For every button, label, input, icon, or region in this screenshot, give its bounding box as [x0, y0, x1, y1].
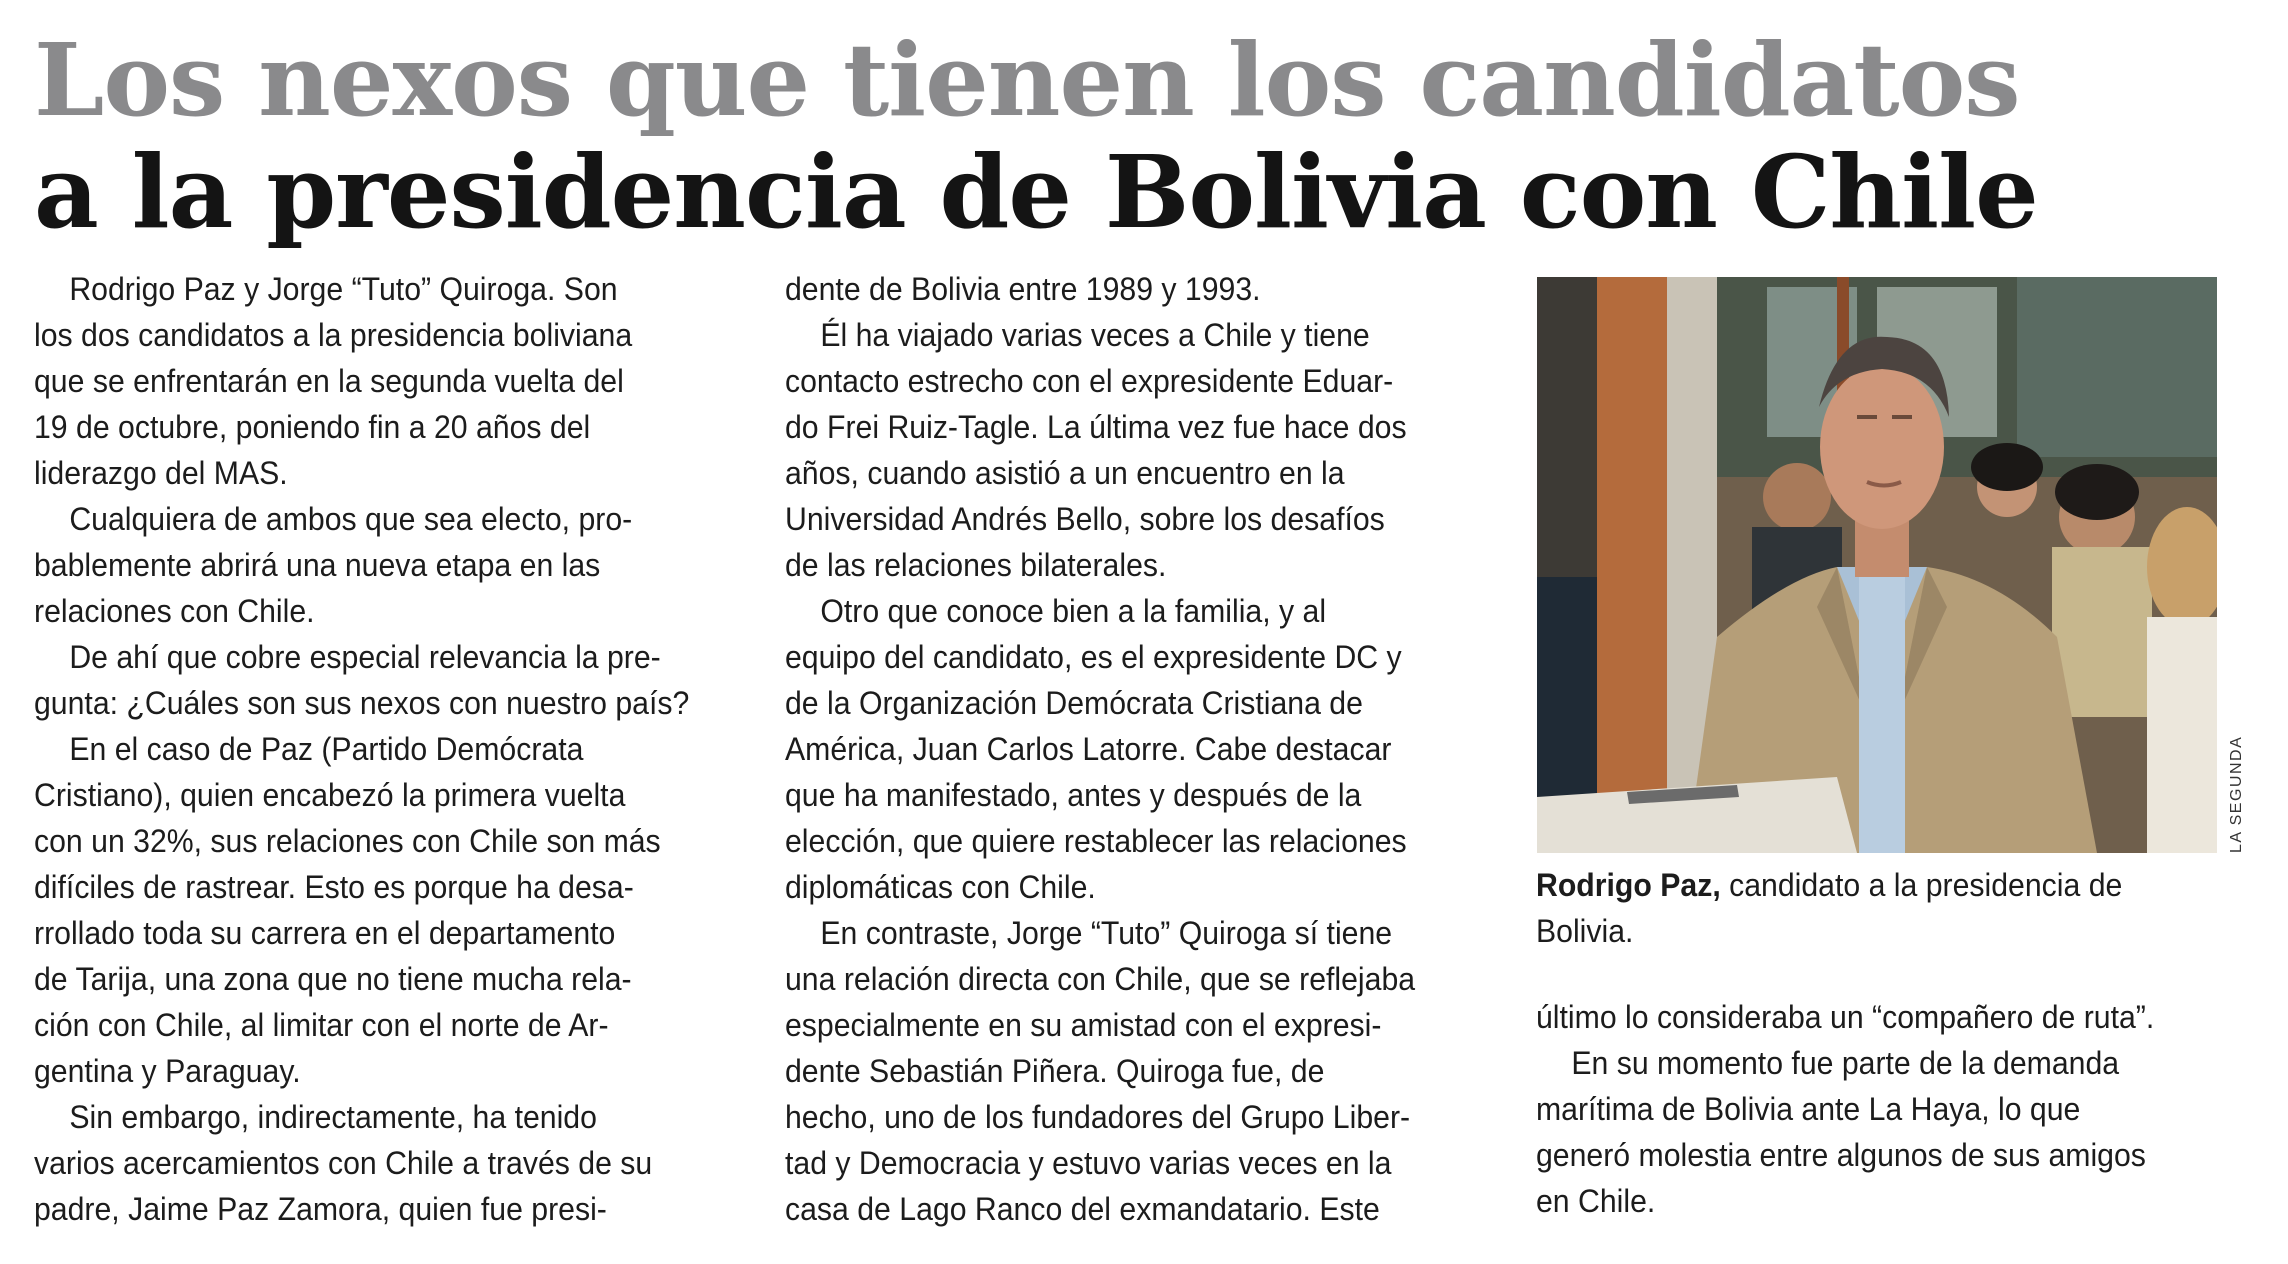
candidate-photo: [1537, 277, 2217, 853]
headline-line-1: Los nexos que tienen los candidatos: [34, 21, 2020, 139]
paragraph: En contraste, Jorge “Tuto” Quiroga sí tiene una relación directa con Chile, que se reflejaba especialmente en su amistad con el expresi- dente Sebastián Piñera. Quiroga fue, de hecho, uno de los fundadores del Grupo Liber- tad y Democracia y estuvo varias veces en la casa de Lago Ranco del exmandatario. Este: [785, 915, 1416, 1227]
headline-line-2: a la presidencia de Bolivia con Chile: [34, 133, 2038, 251]
paragraph: Cualquiera de ambos que sea electo, pro- bablemente abrirá una nueva etapa en las relaciones con Chile.: [34, 501, 633, 629]
article-column-3: [1536, 994, 2215, 1224]
paragraph: Sin embargo, indirectamente, ha tenido varios acercamientos con Chile a través de su padre, Jaime Paz Zamora, quien fue presi-: [34, 1099, 653, 1227]
photo-caption: [1536, 862, 2206, 954]
paragraph: De ahí que cobre especial relevancia la pre- gunta: ¿Cuáles son sus nexos con nuestro país?: [34, 639, 690, 721]
caption-text: candidato a la presidencia de Bolivia.: [1536, 867, 2123, 949]
paragraph: Él ha viajado varias veces a Chile y tiene contacto estrecho con el expresidente Eduar- do Frei Ruiz-Tagle. La última vez fue hace dos años, cuando asistió a un encuentro en la Universidad Andrés Bello, sobre los desafíos de las relaciones bilaterales.: [785, 317, 1407, 583]
paragraph: Rodrigo Paz y Jorge “Tuto” Quiroga. Son los dos candidatos a la presidencia boliviana que se enfrentarán en la segunda vuelta del 19 de octubre, poniendo fin a 20 años del liderazgo del MAS.: [34, 271, 633, 491]
article-column-2: [785, 266, 1455, 1232]
paragraph-continued: último lo consideraba un “compañero de ruta”.: [1536, 999, 2155, 1035]
paragraph-continued: dente de Bolivia entre 1989 y 1993.: [785, 271, 1261, 307]
photo-credit: LA SEGUNDA: [2228, 735, 2245, 853]
paragraph: En el caso de Paz (Partido Demócrata Cristiano), quien encabezó la primera vuelta con un 32%, sus relaciones con Chile son más difíciles de rastrear. Esto es porque ha desa- rrollado toda su carrera en el departamento de Tarija, una zona que no tiene mucha rela- ción con Chile, al limitar con el norte de Ar- gentina y Paraguay.: [34, 731, 661, 1089]
article-column-1: [34, 266, 704, 1232]
paragraph: Otro que conoce bien a la familia, y al equipo del candidato, es el expresidente DC y de la Organización Demócrata Cristiana de América, Juan Carlos Latorre. Cabe destacar que ha manifestado, antes y después de la elección, que quiere restablecer las relaciones diplomáticas con Chile.: [785, 593, 1407, 905]
caption-name: Rodrigo Paz,: [1536, 867, 1721, 903]
paragraph: En su momento fue parte de la demanda marítima de Bolivia ante La Haya, lo que generó molestia entre algunos de sus amigos en Chile.: [1536, 1045, 2146, 1219]
